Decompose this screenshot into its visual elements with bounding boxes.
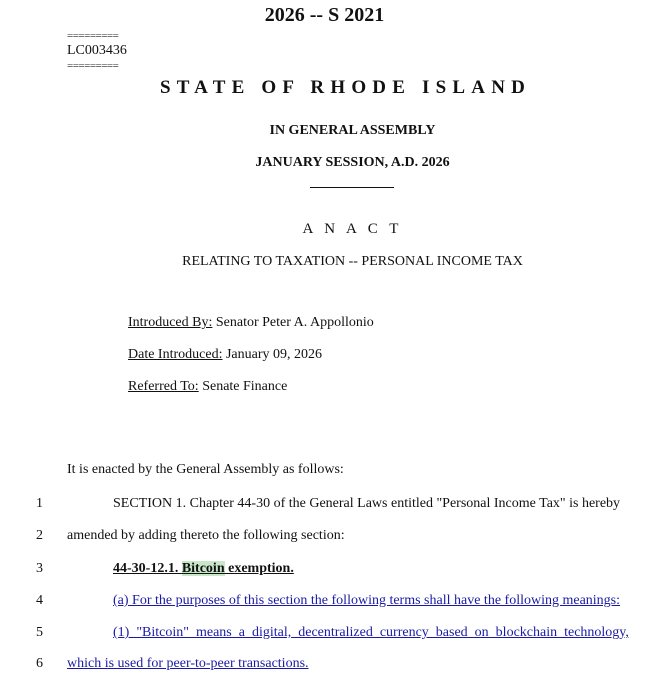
- line-number: 5: [36, 625, 43, 640]
- bill-number: 2026 -- S 2021: [264, 4, 385, 26]
- line-number: 6: [36, 656, 43, 671]
- lc-code: LC003436: [67, 43, 127, 58]
- section-title: exemption.: [224, 561, 294, 576]
- relating-heading: RELATING TO TAXATION -- PERSONAL INCOME TAX: [182, 254, 523, 269]
- assembly-title: IN GENERAL ASSEMBLY: [269, 123, 436, 138]
- section-heading: [113, 561, 294, 577]
- referred-to: [128, 379, 287, 395]
- state-title: STATE OF RHODE ISLAND: [159, 77, 532, 98]
- title-divider: [310, 187, 394, 188]
- enacting-clause: It is enacted by the General Assembly as follows:: [67, 462, 344, 477]
- section-number: 44-30-12.1.: [113, 561, 182, 576]
- act-heading: A N A C T: [302, 221, 403, 237]
- date-introduced-label: Date Introduced:: [128, 347, 223, 362]
- highlighted-term: Bitcoin: [181, 561, 225, 576]
- referred-to-label: Referred To:: [128, 379, 199, 394]
- line-number: 3: [36, 561, 43, 576]
- inserted-text-line: (a) For the purposes of this section the following terms shall have the following meanings:: [113, 593, 621, 608]
- rule-top: =========: [67, 30, 119, 42]
- date-introduced: [128, 347, 322, 363]
- line-number: 2: [36, 528, 43, 543]
- inserted-text-line: which is used for peer-to-peer transactions.: [67, 656, 309, 671]
- inserted-text-line: (1) "Bitcoin" means a digital, decentralized currency based on blockchain technology,: [113, 625, 629, 640]
- section-line: SECTION 1. Chapter 44-30 of the General Laws entitled "Personal Income Tax" is hereby: [113, 496, 621, 511]
- rule-bottom: =========: [67, 60, 119, 72]
- referred-to-value: Senate Finance: [198, 379, 288, 394]
- session-title: JANUARY SESSION, A.D. 2026: [255, 155, 450, 170]
- line-number: 4: [36, 593, 43, 608]
- introduced-by-label: Introduced By:: [128, 315, 213, 330]
- section-line: amended by adding thereto the following section:: [67, 528, 345, 543]
- line-number: 1: [36, 496, 43, 511]
- date-introduced-value: January 09, 2026: [222, 347, 323, 362]
- introduced-by-value: Senator Peter A. Appollonio: [212, 315, 374, 330]
- introduced-by: [128, 315, 374, 331]
